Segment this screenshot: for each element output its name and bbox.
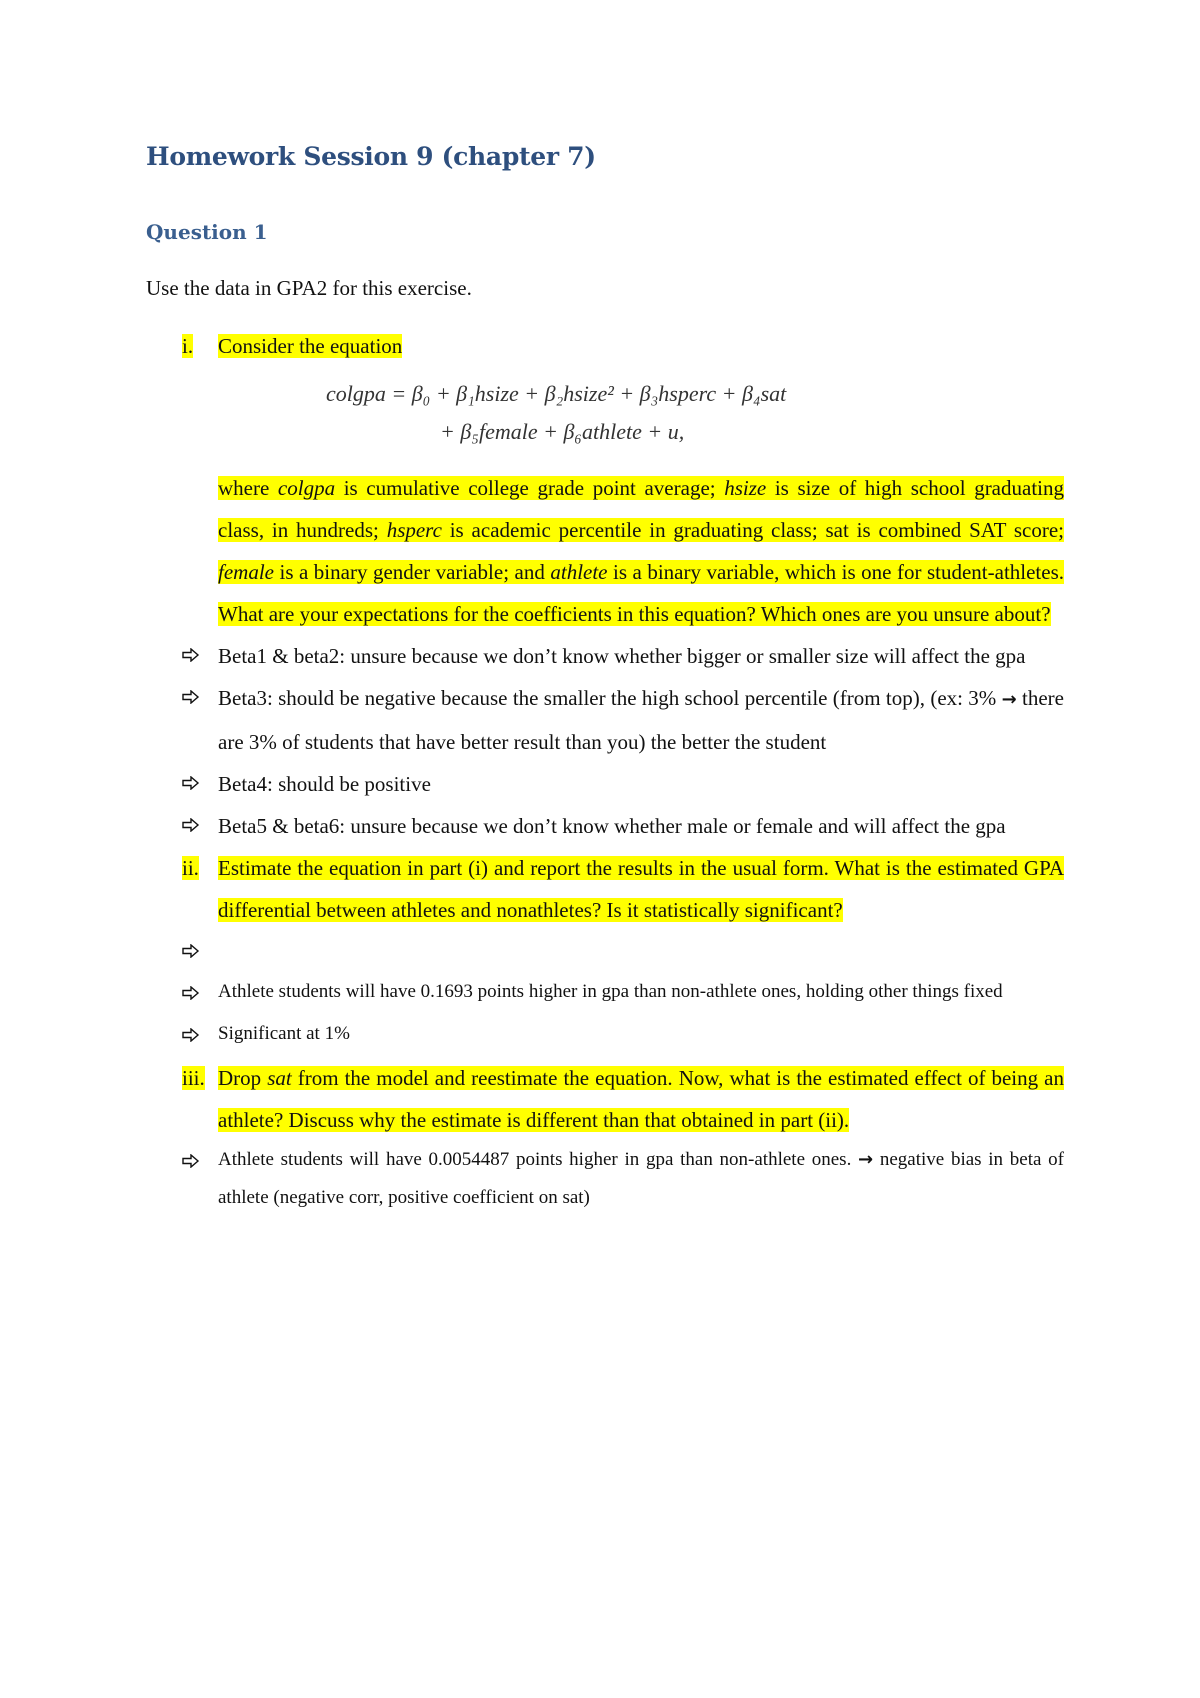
arrow-bullet-icon: [182, 776, 200, 790]
part-iii: [146, 1057, 1064, 1141]
part-ii-text: Estimate the equation in part (i) and report the results in the usual form. What is the estimated GPA differential between athletes and nonathletes? Is it statistically significant?: [218, 856, 1064, 922]
var-sat: sat: [267, 1066, 292, 1090]
var-colgpa: colgpa: [277, 476, 336, 500]
equation-line-1: colgpa = β₀ + β₁hsize + β₂hsize² + β₃hsperc + β₄sat: [326, 381, 787, 406]
intro-text: Use the data in GPA2 for this exercise.: [146, 276, 472, 300]
arrow-bullet-icon: [182, 944, 200, 958]
part-i-lead: Consider the equation: [218, 334, 403, 358]
part-iii-marker: iii.: [182, 1066, 205, 1090]
answer-item: Significant at 1%: [146, 1015, 1064, 1057]
part-ii: [146, 847, 1064, 931]
equation-line-2: + β₅female + β₆athlete + u,: [440, 419, 685, 444]
part-i-description: where colgpa is cumulative college grade point average; hsize is size of high school graduating class, in hundreds; hsperc is academic percentile in graduating class; sat is combined SAT score; female is a binary gender variable; and athlete is a binary variable, which is one for student-athletes. What are your expectations for the coefficients in this equation? Which ones are you unsure about?: [218, 476, 1065, 626]
answer-item: Beta3: should be negative because the smaller the high school percentile (from top), (ex: 3% → there are 3% of students that have better result than you) the better the student: [146, 677, 1064, 763]
answer-item: Beta1 & beta2: unsure because we don’t know whether bigger or smaller size will affect the gpa: [146, 635, 1064, 677]
var-hsize: hsize: [724, 476, 767, 500]
part-i-marker: i.: [182, 334, 194, 358]
arrow-bullet-icon: [182, 1028, 200, 1042]
answer-item: [146, 931, 1064, 973]
answer-item: Athlete students will have 0.1693 points higher in gpa than non-athlete ones, holding other things fixed: [146, 973, 1064, 1015]
answer-item: Beta5 & beta6: unsure because we don’t know whether male or female and will affect the gpa: [146, 805, 1064, 847]
model-equation: [326, 375, 1064, 451]
arrow-bullet-icon: [182, 648, 200, 662]
answer-item: Athlete students will have 0.0054487 points higher in gpa than non-athlete ones. → negative bias in beta of athlete (negative corr, positive coefficient on sat): [146, 1141, 1064, 1217]
part-iii-text: Drop sat from the model and reestimate the equation. Now, what is the estimated effect of being an athlete? Discuss why the estimate is different than that obtained in part (ii).: [218, 1066, 1064, 1132]
arrow-bullet-icon: [182, 1154, 200, 1168]
question-body: [146, 325, 1064, 1217]
var-hsperc: hsperc: [386, 518, 442, 542]
right-arrow-icon: →: [858, 1149, 874, 1170]
arrow-bullet-icon: [182, 986, 200, 1000]
question-heading: Question 1: [146, 220, 268, 244]
var-athlete: athlete: [550, 560, 608, 584]
answer-item: Beta4: should be positive: [146, 763, 1064, 805]
part-i: [146, 325, 1064, 367]
page-title: Homework Session 9 (chapter 7): [146, 142, 596, 171]
part-ii-marker: ii.: [182, 856, 199, 880]
var-female: female: [218, 560, 274, 584]
arrow-bullet-icon: [182, 690, 200, 704]
right-arrow-icon: →: [1001, 689, 1017, 710]
arrow-bullet-icon: [182, 818, 200, 832]
